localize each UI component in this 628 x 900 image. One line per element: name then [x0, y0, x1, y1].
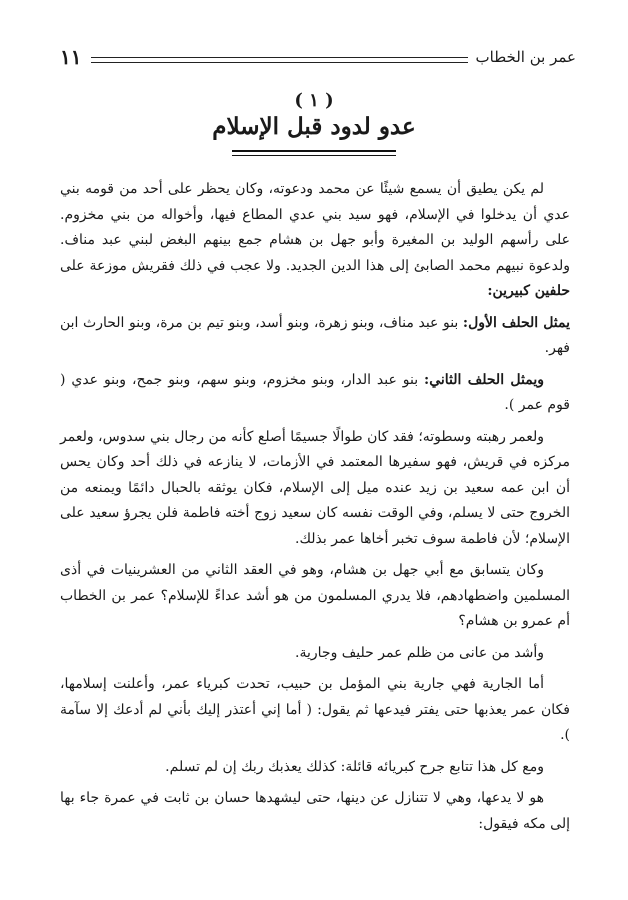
paragraph-3	[60, 368, 570, 419]
paragraph-7: أما الجارية فهي جارية بني المؤمل بن حبيب، تحدت كبرياء عمر، وأعلنت إسلامها، فكان عمر يعذبها حتى يفتر فيدعها ثم يقول: ( أما إني أعتذر إليك بأني لم أدعك إلا سآمة ).	[60, 676, 570, 743]
paragraph-4: ولعمر رهبته وسطوته؛ فقد كان طوالًا جسيمًا أصلع كأنه من رجال بني سدوس، ولعمر مركزه في قريش، فهو سفيرها المعتمد في الأزمات، لا ينازعه في ذلك أحد وكان يحس أن ابن عمه سعيد بن زيد عنده ميل إلى الإسلام، فكان يوثقه بالحبال دائمًا ويمنعه من الخروج حتى لا يسلم، وفي الوقت نفسه كان سعيد زوج أخته فاطمة فلن يجرؤ سعيد على الإسلام؛ لأن فاطمة سوف تخبر أخاها عمر بذلك.	[60, 428, 570, 547]
paragraph-5: وكان يتسابق مع أبي جهل بن هشام، وهو في العقد الثاني من العشرينيات في أذى المسلمين واضطهادهم، فلا يدري المسلمون من هو أشد عداءً للإسلام؟ عمر بن الخطاب أم عمرو بن هشام؟	[60, 562, 570, 629]
title-underline	[232, 150, 396, 156]
paragraph-1-bold-end: حلفين كبيرين:	[487, 283, 570, 299]
paragraph-3-text: بنو عبد الدار، وبنو مخزوم، وبنو سهم، وبنو جمح، وبنو عدي ( قوم عمر ).	[60, 371, 570, 413]
paragraph-8: ومع كل هذا تتابع جرح كبريائه قائلة: كذلك يعذبك ربك إن لم تسلم.	[165, 758, 544, 775]
paragraph-2-label: يمثل الحلف الأول:	[462, 314, 571, 331]
body-text	[60, 177, 570, 843]
chapter-title: عدو لدود قبل الإسلام	[212, 113, 416, 140]
header-rule	[91, 57, 467, 63]
chapter-number: ( ١ )	[294, 90, 334, 111]
running-header	[60, 42, 576, 72]
paragraph-2-text: بنو عبد مناف، وبنو زهرة، وبنو أسد، وبنو تيم بن مرة، وبنو الحارث ابن فهر.	[60, 314, 570, 356]
paragraph-1-text: لم يكن يطيق أن يسمع شيئًا عن محمد ودعوته، وكان يحظر على أحد من قومه بني عدي أن يدخلوا في الإسلام، فهو سيد بني عدي المطاع فيها، وأخواله من بني مخزوم. على رأسهم الوليد بن المغيرة وأبو جهل بن هشام جمع بينهم البغض لبني عبد مناف. ولدعوة نبيهم محمد الصابئ إلى هذا الدين الجديد. ولا عجب في ذلك فقريش موزعة على	[60, 181, 570, 274]
page-number: ١١	[60, 45, 82, 69]
paragraph-3-label: ويمثل الحلف الثاني:	[424, 371, 544, 388]
paragraph-1	[60, 177, 570, 305]
paragraph-6: وأشد من عانى من ظلم عمر حليف وجارية.	[295, 644, 544, 661]
paragraph-9: هو لا يدعها، وهي لا تتنازل عن دينها، حتى ليشهدها حسان بن ثابت في عمرة جاء بها إلى مكه فيقول:	[60, 790, 570, 832]
running-header-title: عمر بن الخطاب	[475, 48, 576, 66]
paragraph-2	[60, 311, 570, 362]
